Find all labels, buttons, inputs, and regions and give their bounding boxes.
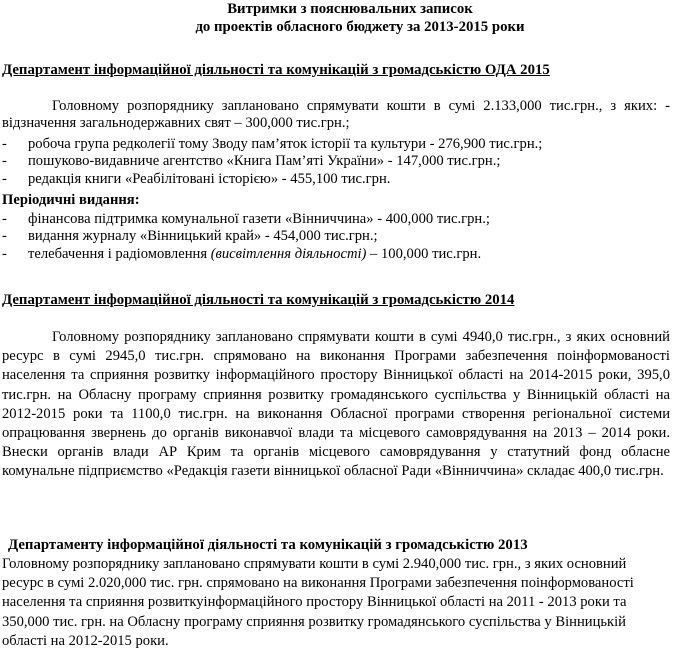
list-item: - телебачення і радіомовлення (висвітлення діяльності) – 100,000 тис.грн. bbox=[2, 245, 482, 262]
italic-note: (висвітлення діяльності) bbox=[210, 245, 367, 262]
section-2013-paragraph: Головному розпоряднику заплановано спрямувати кошти в сумі 2.940,000 тис. грн., з яких основний ресурс в сумі 2.020,000 тис. грн. спрямовано на виконання Програми забезпечення поінформованості населення та сприяння розвиткуінформаційного простору Вінницької області на 2011 - 2013 роки та 350,000 тис. грн. на Обласну програму сприяння розвитку громадянського суспільства у Вінницькій області на 2012-2015 роки. bbox=[2, 556, 634, 649]
bullet-dash: - bbox=[2, 136, 7, 152]
section-2014-paragraph: Головному розпоряднику заплановано спрямувати кошти в сумі 4940,0 тис.грн., з яких основний ресурс в сумі 2945,0 тис.грн. спрямовано на виконання Програми забезпечення поінформованості населення та сприяння розвитку інформаційного простору Вінницької області на 2014-2015 роки, 395,0 тис.грн. на Обласну програму сприяння розвитку громадянського суспільства у Вінницькій області на 2012-2015 роки та 1100,0 тис.грн. на виконання Обласної програми створення регіональної системи опрацювання звернень до органів виконавчої влади та місцевого самоврядування на 2013 – 2014 роки. Внески органів влади АР Крим та органів місцевого самоврядування у статутний фонд обласне комунальне підприємство «Редакція газети вінницької обласної Ради «Вінниччина» складає 400,0 тис.грн. bbox=[2, 329, 670, 480]
periodicals-subheading: Періодичні видання: bbox=[2, 192, 140, 208]
title-line-1: Витримки з пояснювальних записок bbox=[227, 1, 473, 17]
list-item: - фінансова підтримка комунальної газети «Вінниччина» - 400,000 тис.грн.; bbox=[2, 211, 490, 227]
list-item: - видання журналу «Вінницький край» - 454,000 тис.грн.; bbox=[2, 228, 378, 245]
bullet-dash: - bbox=[2, 245, 7, 262]
section-2015-intro bbox=[2, 98, 670, 133]
bullet-dash: - bbox=[2, 211, 7, 227]
periodicals-list bbox=[2, 211, 672, 263]
title-line-2: до проектів обласного бюджету за 2013-2015 роки bbox=[195, 19, 525, 35]
bullet-dash: - bbox=[2, 170, 7, 187]
section-heading-2014: Департамент інформаційної діяльності та комунікацій з громадськістю 2014 bbox=[2, 292, 515, 308]
bullet-dash: - bbox=[2, 228, 7, 245]
bullet-dash: - bbox=[2, 153, 7, 170]
section-heading-2015: Департамент інформаційної діяльності та комунікацій з громадськістю ОДА 2015 bbox=[2, 62, 550, 78]
document-title bbox=[0, 0, 700, 36]
expense-list bbox=[2, 136, 672, 188]
list-item: - пошуково-видавниче агентство «Книга Пам’яті України» - 147,000 тис.грн.; bbox=[2, 153, 501, 170]
intro-text: Головному розпоряднику заплановано спрямувати кошти в сумі 2.133,000 тис.грн., з яких: - відзначення загальнодержавних свят – 300,000 тис.грн.; bbox=[2, 98, 670, 132]
section-heading-2013: Департаменту інформаційної діяльності та комунікацій з громадськістю 2013 bbox=[8, 537, 528, 553]
list-item: - робоча група редколегії тому Зводу пам’яток історії та культури - 276,900 тис.грн.; bbox=[2, 136, 543, 152]
list-item: - редакція книги «Реабілітовані історією» - 455,100 тис.грн. bbox=[2, 170, 391, 187]
